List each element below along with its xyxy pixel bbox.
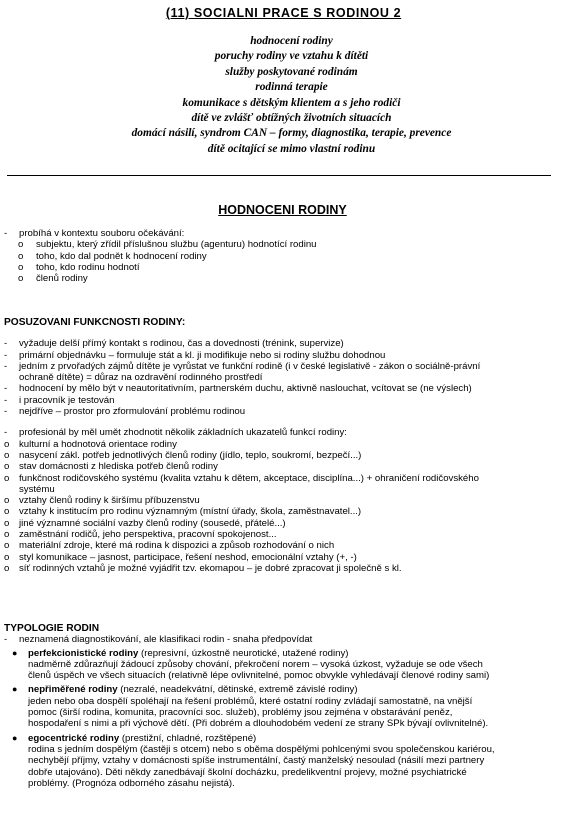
list-item: o nasycení zákl. potřeb jednotlivých členů rodiny (jídlo, teplo, soukromí, bezpečí...) bbox=[4, 449, 362, 461]
section-heading-posuzovani: POSUZOVANI FUNKCNOSTI RODINY: bbox=[4, 317, 186, 328]
circle-bullet-icon: o bbox=[4, 495, 10, 507]
family-type-item: ● perfekcionistické rodiny (represivní, úzkostně neurotické, utažené rodiny) bbox=[4, 648, 551, 659]
circle-bullet-icon: o bbox=[4, 438, 10, 450]
family-type-description: jeden nebo oba dospělí spoléhají na řešení problémů, které ostatní rodiny zvládají samostatně, na vnější bbox=[28, 695, 473, 707]
family-type-item: ● nepřiměřené rodiny (nezralé, neadekvátní, dětinské, extremě závislé rodiny) bbox=[4, 684, 551, 695]
family-type-description: členů úspěch ve všech situacích (relativně lépe ovlivnitelné, pomoc obvykle vyhledávají členové rodiny sami) bbox=[28, 670, 490, 682]
list-item-continuation: ochraně dítěte) = důraz na ozdravění rodinného prostředí bbox=[19, 372, 263, 384]
topic-item: komunikace s dětským klientem a s jeho rodiči bbox=[182, 96, 401, 109]
horizontal-divider bbox=[7, 175, 551, 176]
family-type-description: rodina s jedním dospělým (častěji s otcem) nebo s oběma dospělými pohlcenými svou společenskou kariérou, bbox=[28, 743, 495, 755]
section-heading-hodnoceni: HODNOCENI RODINY bbox=[218, 203, 347, 217]
family-type-description: problémy. (Prognóza odborného zásahu nejistá). bbox=[28, 777, 235, 789]
topic-item: domácí násilí, syndrom CAN – formy, diagnostika, terapie, prevence bbox=[131, 127, 452, 140]
topic-item: dítě ocitající se mimo vlastní rodinu bbox=[207, 142, 376, 155]
family-type-name: perfekcionistické rodiny bbox=[28, 647, 139, 659]
list-item: o styl komunikace – jasnost, participace, řešení neshod, emocionální vztahy (+, -) bbox=[4, 551, 357, 563]
list-item: - i pracovník je testován bbox=[4, 394, 115, 406]
circle-bullet-icon: o bbox=[4, 529, 10, 541]
section-heading-typologie: TYPOLOGIE RODIN bbox=[4, 623, 100, 634]
family-type-description: nadměrně zdůrazňují žádoucí způsoby chování, překročení norem – vysoká úzkost, vyžaduje se ode všech bbox=[28, 658, 483, 670]
dash-marker: - bbox=[4, 406, 8, 418]
circle-bullet-icon: o bbox=[18, 250, 24, 262]
bullet-icon: ● bbox=[12, 647, 18, 658]
family-type-name: nepřiměřené rodiny bbox=[28, 684, 118, 696]
list-item: o kulturní a hodnotová orientace rodiny bbox=[4, 438, 177, 450]
list-item: o toho, kdo dal podnět k hodnocení rodiny bbox=[4, 251, 551, 262]
dash-marker: - bbox=[4, 634, 8, 646]
list-item: o vztahy členů rodiny k širšímu příbuzenstvu bbox=[4, 495, 200, 507]
circle-bullet-icon: o bbox=[18, 261, 24, 273]
list-item-continuation: systému bbox=[19, 483, 55, 495]
topic-item: poruchy rodiny ve vztahu k dítěti bbox=[214, 50, 369, 63]
section-hodnoceni bbox=[4, 228, 551, 284]
topics-list bbox=[18, 34, 565, 157]
family-type-description: pomoc (širší rodina, komunita, pracovníci soc. služeb), problémy jsou zejména v obstarávání peněz, bbox=[28, 707, 453, 719]
circle-bullet-icon: o bbox=[4, 540, 10, 552]
list-item: o materiální zdroje, které má rodina k dispozici a způsob rozhodování o nich bbox=[4, 540, 335, 552]
list-item: - nejdříve – prostor pro zformulování problému rodinou bbox=[4, 406, 246, 418]
topic-item: služby poskytované rodinám bbox=[225, 65, 358, 78]
list-item: o síť rodinných vztahů je možné vyjádřit tzv. ekomapou – je dobré zpracovat ji společně s kl. bbox=[4, 562, 402, 574]
list-item: o zaměstnání rodičů, jeho perspektiva, pracovní spokojenost... bbox=[4, 529, 277, 541]
circle-bullet-icon: o bbox=[4, 551, 10, 563]
list-item: - profesionál by měl umět zhodnotit několik základních ukazatelů funkcí rodiny: bbox=[4, 427, 347, 439]
list-item: - hodnocení by mělo být v neautoritativním, partnerském duchu, aktivně naslouchat, vcítovat se (ne výslech) bbox=[4, 383, 472, 395]
topic-item: rodinná terapie bbox=[255, 81, 328, 94]
circle-bullet-icon: o bbox=[4, 449, 10, 461]
list-item: o subjektu, který zřídil příslušnou službu (agenturu) hodnotící rodinu bbox=[4, 239, 551, 250]
circle-bullet-icon: o bbox=[18, 239, 24, 251]
list-item: o stav domácnosti z hlediska potřeb členů rodiny bbox=[4, 461, 218, 473]
list-item: - jedním z prvořadých zájmů dítěte je vyrůstat ve funkční rodině (i v české legislativě - zákon o sociálně-právní bbox=[4, 360, 481, 372]
page-title: (11) SOCIALNI PRACE S RODINOU 2 bbox=[165, 6, 402, 20]
list-item: o vztahy k institucím pro rodinu významným (místní úřady, škola, zaměstnavatel...) bbox=[4, 506, 362, 518]
dash-marker: - bbox=[4, 228, 8, 239]
document-page bbox=[0, 6, 565, 823]
list-item: - probíhá v kontextu souboru očekávání: bbox=[4, 228, 185, 239]
family-type-name: egocentrické rodiny bbox=[28, 732, 120, 744]
circle-bullet-icon: o bbox=[4, 562, 10, 574]
family-type-description: dobře utajováno). Děti někdy zanedbávají školní docházku, predelikventní projevy, možné psychiatrické bbox=[28, 766, 467, 778]
topic-item: dítě ve zvlášť obtížných životních situacích bbox=[191, 112, 392, 125]
circle-bullet-icon: o bbox=[4, 517, 10, 529]
family-type-item: ● egocentrické rodiny (prestižní, chladné, rozštěpené) bbox=[4, 733, 551, 744]
list-item: - neznamená diagnostikování, ale klasifikaci rodin - snaha předpovídat bbox=[4, 634, 313, 646]
dash-marker: - bbox=[4, 338, 8, 350]
circle-bullet-icon: o bbox=[18, 273, 24, 285]
section-typologie bbox=[4, 623, 551, 789]
bullet-icon: ● bbox=[12, 732, 18, 743]
list-item: - primární objednávku – formuluje stát a kl. ji modifikuje nebo si rodiny službu dohodnou bbox=[4, 349, 386, 361]
list-item: o členů rodiny bbox=[4, 273, 551, 284]
list-item: o jiné významné sociální vazby členů rodiny (sousedé, přátelé...) bbox=[4, 517, 286, 529]
topic-item: hodnocení rodiny bbox=[250, 35, 333, 47]
list-item: o funkčnost rodičovského systému (kvalita vztahu k dětem, akceptace, disciplína...) + ohraničení rodičovského bbox=[4, 472, 479, 484]
circle-bullet-icon: o bbox=[4, 506, 10, 518]
dash-marker: - bbox=[4, 394, 8, 406]
section-posuzovani bbox=[4, 317, 551, 574]
bullet-icon: ● bbox=[12, 684, 18, 695]
list-item: - vyžaduje delší přímý kontakt s rodinou, čas a dovednosti (trénink, supervize) bbox=[4, 338, 344, 350]
dash-marker: - bbox=[4, 360, 8, 372]
family-type-description: hospodaření s nimi a při výchově dětí. (Při dobrém a dlouhodobém vedení ze strany SPk bývají ovlivnitelné). bbox=[28, 718, 489, 730]
list-item: o toho, kdo rodinu hodnotí bbox=[4, 262, 551, 273]
dash-marker: - bbox=[4, 349, 8, 361]
family-type-description: nechybějí příjmy, vztahy v domácnosti spíše instrumentální, častý manželský nesoulad (násilí mezi partnery bbox=[28, 755, 485, 767]
dash-marker: - bbox=[4, 427, 8, 439]
circle-bullet-icon: o bbox=[4, 461, 10, 473]
circle-bullet-icon: o bbox=[4, 472, 10, 484]
dash-marker: - bbox=[4, 383, 8, 395]
